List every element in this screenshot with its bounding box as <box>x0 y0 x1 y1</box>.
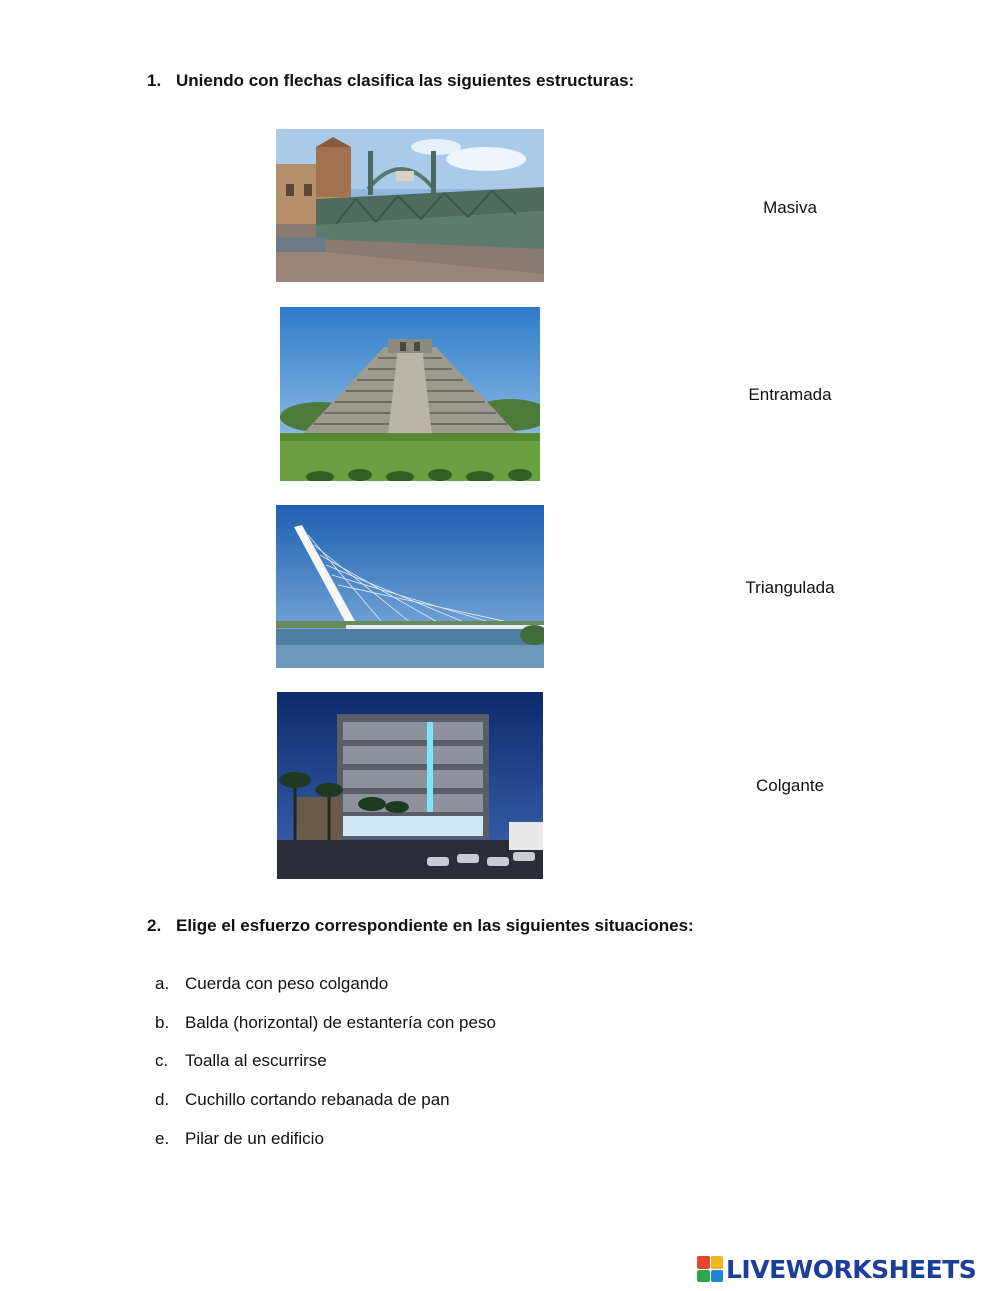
truss-bridge-image <box>276 129 544 282</box>
situation-letter: d. <box>155 1090 170 1109</box>
question-1-text: Uniendo con flechas clasifica las siguientes estructuras: <box>176 71 635 90</box>
situation-item <box>155 974 388 994</box>
situation-text: Toalla al escurrirse <box>185 1051 327 1070</box>
situation-text: Cuchillo cortando rebanada de pan <box>185 1090 450 1109</box>
liveworksheets-logo <box>697 1253 976 1285</box>
question-2-text: Elige el esfuerzo correspondiente en las siguientes situaciones: <box>176 916 694 935</box>
choice-colgante[interactable]: Colgante <box>755 776 825 795</box>
situation-item <box>155 1051 327 1071</box>
situation-text: Cuerda con peso colgando <box>185 974 389 993</box>
live-tiles-icon <box>697 1256 723 1282</box>
question-1-title <box>147 71 634 91</box>
choice-masiva[interactable]: Masiva <box>763 198 817 217</box>
situation-letter: a. <box>155 974 170 993</box>
cable-bridge-image <box>276 505 544 668</box>
situation-letter: e. <box>155 1129 170 1148</box>
question-2-title <box>147 916 694 936</box>
pyramid-image <box>280 307 540 481</box>
night-building-image <box>277 692 543 879</box>
choice-entramada[interactable]: Entramada <box>748 385 832 404</box>
question-2-number: 2. <box>147 916 162 935</box>
situation-text: Pilar de un edificio <box>185 1129 324 1148</box>
choice-triangulada[interactable]: Triangulada <box>745 578 835 597</box>
situation-text: Balda (horizontal) de estantería con peso <box>185 1013 496 1032</box>
situation-item <box>155 1129 324 1149</box>
situation-letter: c. <box>155 1051 169 1070</box>
situation-item <box>155 1013 496 1033</box>
situation-item <box>155 1090 450 1110</box>
brand-name: LIVEWORKSHEETS <box>726 1254 977 1284</box>
question-1-number: 1. <box>147 71 162 90</box>
situation-letter: b. <box>155 1013 170 1032</box>
